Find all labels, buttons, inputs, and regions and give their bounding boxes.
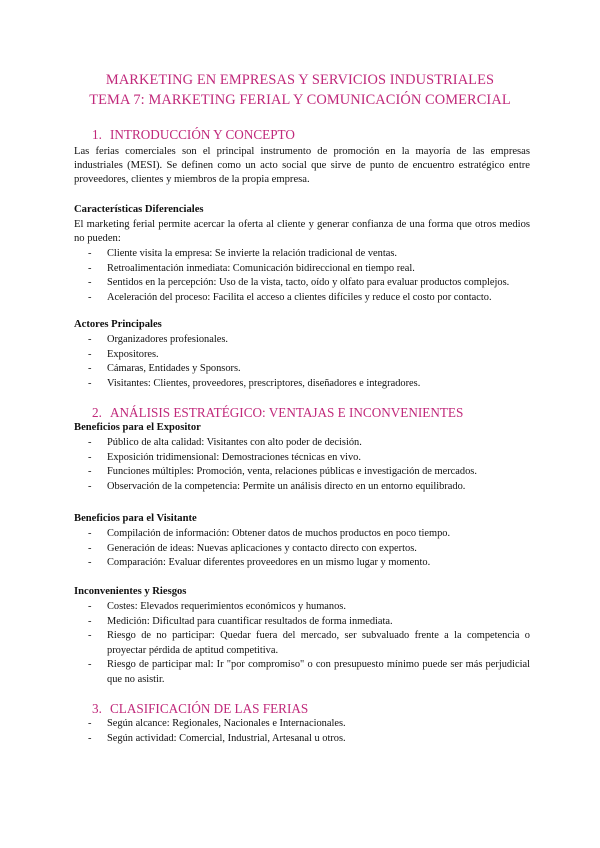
bullet-dash: - [88,377,92,389]
bullet-dash: - [88,348,92,360]
section-heading-3 [92,701,308,717]
caracteristicas-text: El marketing ferial permite acercar la oferta al cliente y generar confianza de una forma que otros medios no pueden: [74,219,530,244]
subheading-actores: Actores Principales [74,319,162,330]
list-item: - Expositores. [74,348,530,363]
section-title-3: CLASIFICACIÓN DE LAS FERIAS [110,701,309,716]
bullet-dash: - [88,542,92,554]
list-item: - Comparación: Evaluar diferentes proveedores en un mismo lugar y momento. [74,556,530,571]
bullet-dash: - [88,601,92,612]
section-heading-1 [92,127,295,143]
caracteristicas-list [74,247,530,305]
list-item: - Aceleración del proceso: Facilita el acceso a clientes difíciles y reduce el costo por contacto. [74,291,530,306]
bullet-dash: - [88,480,92,492]
subheading-visitante: Beneficios para el Visitante [74,513,197,524]
list-item: - Riesgo de participar mal: Ir "por compromiso" o con presupuesto mínimo puede ser más perjudicial que no asistir. [88,659,530,685]
bullet-dash: - [88,528,92,539]
list-item: - Observación de la competencia: Permite un análisis directo en un entorno equilibrado. [74,480,530,495]
section-title-2: ANÁLISIS ESTRATÉGICO: VENTAJAS E INCONVENIENTES [110,405,464,420]
bullet-dash: - [88,363,92,375]
list-item: - Generación de ideas: Nuevas aplicaciones y contacto directo con expertos. [74,542,530,557]
intro-paragraph [74,145,530,187]
list-item: - Cliente visita la empresa: Se invierte la relación tradicional de ventas. [74,247,530,262]
caracteristicas-paragraph [74,218,530,246]
section-title-1: INTRODUCCIÓN Y CONCEPTO [110,127,295,142]
bullet-dash: - [88,630,92,642]
bullet-dash: - [88,557,92,569]
bullet-dash: - [88,291,92,303]
bullet-dash: - [88,732,92,744]
visitante-list [74,527,530,571]
bullet-dash: - [88,466,92,478]
list-item: - Compilación de información: Obtener datos de muchos productos en poco tiempo. [74,527,530,542]
list-item: - Riesgo de no participar: Quedar fuera del mercado, ser subvaluado frente a la competencia o proyectar pérdida de aptitud competitiva. [88,630,530,656]
section-number-3: 3. [92,701,102,716]
expositor-list [74,436,530,494]
bullet-dash: - [88,451,92,463]
document-title-line1: MARKETING EN EMPRESAS Y SERVICIOS INDUSTRIALES [105,72,495,88]
clasificacion-list [74,717,530,746]
bullet-dash: - [88,718,92,729]
list-item: - Funciones múltiples: Promoción, venta, relaciones públicas e investigación de mercados. [74,465,530,480]
section-number-1: 1. [92,127,102,142]
bullet-dash: - [88,615,92,627]
subheading-riesgos: Inconvenientes y Riesgos [74,586,187,597]
list-item: - Costes: Elevados requerimientos económicos y humanos. [74,600,530,615]
subheading-expositor: Beneficios para el Expositor [74,422,201,433]
list-item: - Según actividad: Comercial, Industrial, Artesanal u otros. [74,732,530,747]
list-item: - Retroalimentación inmediata: Comunicación bidireccional en tiempo real. [74,262,530,277]
list-item: - Medición: Dificultad para cuantificar resultados de forma inmediata. [74,615,530,630]
bullet-dash: - [88,248,92,259]
section-heading-2 [92,405,463,421]
bullet-dash: - [88,262,92,274]
list-item: - Exposición tridimensional: Demostraciones técnicas en vivo. [74,451,530,466]
list-item: - Sentidos en la percepción: Uso de la vista, tacto, oído y olfato para evaluar productos complejos. [74,276,530,291]
bullet-dash: - [88,277,92,289]
actores-list [74,333,530,391]
bullet-dash: - [88,334,92,345]
list-item: - Según alcance: Regionales, Nacionales e Internacionales. [74,717,530,732]
subheading-caracteristicas: Características Diferenciales [74,204,204,215]
list-item: - Visitantes: Clientes, proveedores, prescriptores, diseñadores e integradores. [74,377,530,392]
document-title-line2: TEMA 7: MARKETING FERIAL Y COMUNICACIÓN COMERCIAL [89,92,511,108]
intro-text: Las ferias comerciales son el principal instrumento de promoción en la mayoría de las empresas industriales (MESI). Se definen como un acto social que sirve de punto de encuentro estratégico entre proveedores, clientes y miembros de la propia empresa. [74,146,530,185]
section-number-2: 2. [92,405,102,420]
list-item: - Organizadores profesionales. [74,333,530,348]
bullet-dash: - [88,659,92,671]
riesgos-list [74,600,530,688]
bullet-dash: - [88,437,92,448]
list-item: - Cámaras, Entidades y Sponsors. [74,362,530,377]
list-item: - Público de alta calidad: Visitantes con alto poder de decisión. [74,436,530,451]
